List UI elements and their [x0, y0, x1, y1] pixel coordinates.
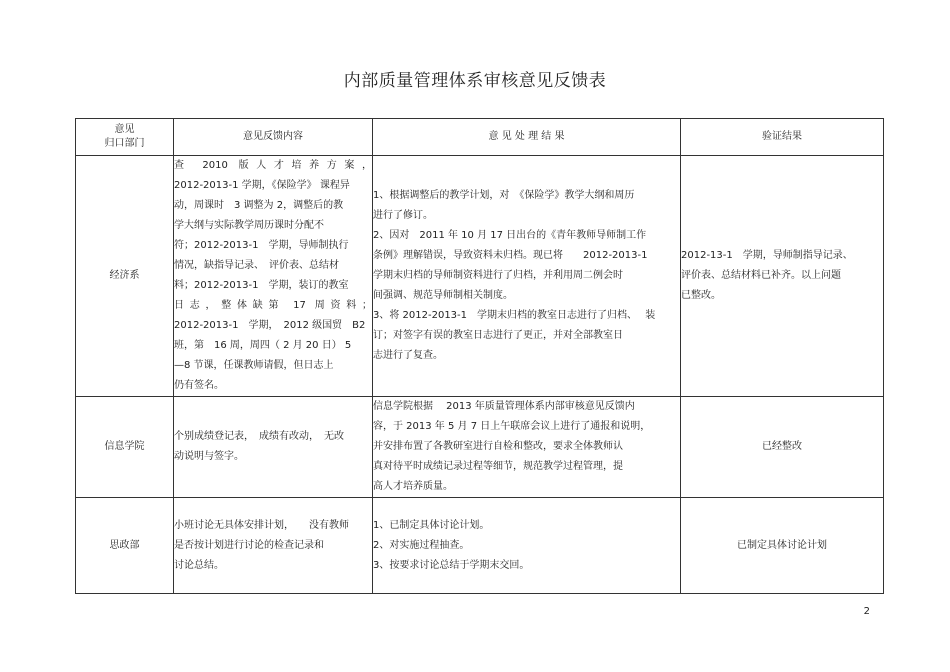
row-verify: 已制定具体讨论计划 [681, 498, 884, 594]
header-feedback: 意见反馈内容 [174, 119, 373, 156]
table-row [76, 156, 884, 397]
feedback-line: 仍有签名。 [174, 380, 224, 391]
verify-line: 已整改。 [681, 290, 721, 301]
row-feedback [174, 397, 373, 498]
header-result: 意 见 处 理 结 果 [373, 119, 681, 156]
feedback-line: 符；2012-2013-1 学期，导师制执行 [174, 240, 349, 251]
result-line: 条例》理解错误，导致资料未归档。现已将 2012-2013-1 [373, 250, 648, 261]
result-line: 信息学院根据 2013 年质量管理体系内部审核意见反馈内 [373, 401, 635, 412]
result-line: 2、因对 2011 年 10 月 17 日出台的《青年教师导师制工作 [373, 230, 647, 241]
result-line: 容，于 2013 年 5 月 7 日上午联席会议上进行了通报和说明， [373, 421, 651, 432]
row-verify [681, 156, 884, 397]
table-row [76, 498, 884, 594]
row-result [373, 156, 681, 397]
result-line: 学期末归档的导师制资料进行了归档，并利用周二例会时 [373, 270, 623, 281]
row-result [373, 498, 681, 594]
feedback-table [75, 118, 884, 594]
page-title: 内部质量管理体系审核意见反馈表 [343, 71, 607, 91]
header-dept-line2: 归口部门 [104, 138, 145, 149]
verify-line: 2012-13-1 学期，导师制指导记录、 [681, 250, 853, 261]
verify-line: 评价表、总结材料已补齐。以上问题 [681, 270, 841, 281]
result-line: 1、已制定具体讨论计划。 [373, 519, 490, 531]
table-row [76, 397, 884, 498]
page-number: 2 [863, 606, 870, 617]
row-dept: 经济系 [76, 156, 174, 397]
row-verify: 已经整改 [681, 397, 884, 498]
result-line: 2、对实施过程抽查。 [373, 539, 470, 551]
result-line: 订；对签字有误的教室日志进行了更正，并对全部教室日 [373, 330, 623, 341]
feedback-line: —8 节课，任课教师请假，但日志上 [174, 360, 334, 371]
result-line: 3、按要求讨论总结于学期末交回。 [373, 559, 530, 571]
result-line: 进行了修订。 [373, 210, 433, 221]
feedback-line: 班，第 16 周，周四（ 2 月 20 日） 5 [174, 340, 352, 351]
row-feedback [174, 156, 373, 397]
result-line: 志进行了复查。 [373, 350, 443, 361]
feedback-line: 学大纲与实际教学周历课时分配不 [174, 220, 324, 231]
result-line: 真对待平时成绩记录过程等细节，规范教学过程管理，提 [373, 461, 623, 472]
result-line: 1、根据调整后的教学计划，对 《保险学》教学大纲和周历 [373, 190, 635, 201]
result-line: 间强调、规范导师制相关制度。 [373, 290, 513, 301]
feedback-line: 动，周课时 3 调整为 2，调整后的教 [174, 200, 344, 211]
row-result [373, 397, 681, 498]
header-dept-line1: 意见 [114, 124, 135, 135]
row-dept: 思政部 [76, 498, 174, 594]
table-header-row [76, 119, 884, 156]
feedback-line: 查 2010 版人才培养方案， [174, 160, 372, 171]
header-verify: 验证结果 [681, 119, 884, 156]
feedback-line: 日志，整体缺第 17 周资料； [174, 300, 372, 311]
feedback-line: 2012-2013-1 学期，《保险学》 课程异 [174, 180, 350, 191]
feedback-line: 个别成绩登记表， 成绩有改动， 无改 [174, 431, 344, 442]
result-line: 高人才培养质量。 [373, 481, 453, 492]
feedback-line: 2012-2013-1 学期， 2012 级国贸 B2 [174, 320, 366, 331]
row-dept: 信息学院 [76, 397, 174, 498]
result-line: 并安排布置了各教研室进行自检和整改，要求全体教师认 [373, 441, 623, 452]
feedback-line: 动说明与签字。 [174, 451, 244, 462]
feedback-line: 情况，缺指导记录、 评价表、总结材 [174, 260, 339, 271]
result-line: 3、将 2012-2013-1 学期末归档的教室日志进行了归档、 装 [373, 310, 656, 321]
row-feedback [174, 498, 373, 594]
feedback-line: 是否按计划进行讨论的检查记录和 [174, 539, 324, 551]
feedback-line: 料；2012-2013-1 学期，装订的教室 [174, 280, 349, 291]
header-dept [76, 119, 174, 156]
feedback-line: 讨论总结。 [174, 559, 224, 571]
feedback-line: 小班讨论无具体安排计划， 没有教师 [174, 519, 349, 531]
